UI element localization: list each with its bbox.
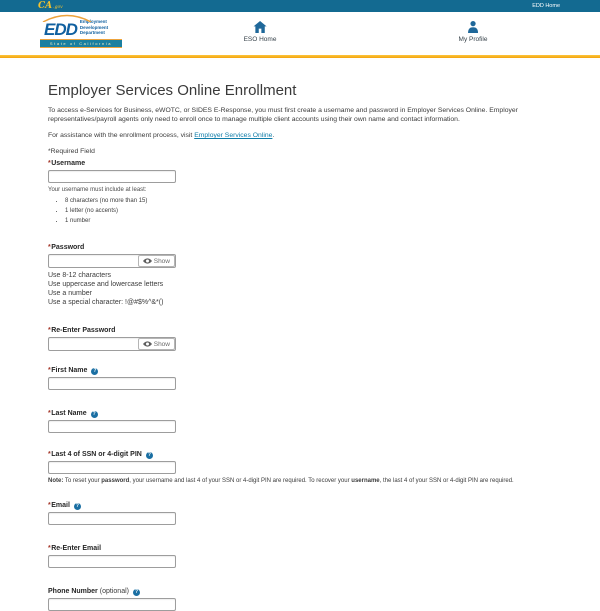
password-hint: Use uppercase and lowercase letters <box>48 281 164 288</box>
email-help-icon[interactable]: ? <box>75 502 79 509</box>
phone-help-icon[interactable]: ? <box>134 588 139 595</box>
last-name-group <box>48 410 560 433</box>
ssn-pin-input[interactable] <box>48 461 176 474</box>
password-show-label: Show <box>153 257 170 265</box>
person-icon <box>468 21 479 33</box>
last-name-label: * Last Name ? <box>48 410 96 417</box>
password-show-button[interactable] <box>138 255 175 267</box>
email-input[interactable] <box>48 512 176 525</box>
reenter-password-input-wrap <box>48 337 176 351</box>
required-asterisk: * <box>48 244 51 251</box>
reenter-password-group <box>48 327 560 351</box>
required-asterisk: * <box>48 410 51 417</box>
ssn-pin-note: Note: To reset your password, your username and last 4 of your SSN or 4-digit PIN are required. To recover your username, the last 4 of your SSN or 4-digit PIN are required. <box>48 478 514 484</box>
password-group <box>48 244 560 307</box>
required-asterisk: * <box>48 502 51 509</box>
ca-gov-logo-suffix: .gov <box>53 5 63 10</box>
ssn-pin-help-icon[interactable]: ? <box>147 451 151 458</box>
required-field-note: *Required Field <box>48 148 95 155</box>
username-rules-list <box>65 196 560 226</box>
main-content <box>0 83 600 611</box>
site-header <box>0 12 600 55</box>
edd-logo-acronym: EDD <box>44 19 77 39</box>
phone-label: Phone Number (optional) ? <box>48 588 139 595</box>
username-group <box>48 160 560 226</box>
email-label: * Email ? <box>48 502 79 509</box>
reenter-email-group <box>48 545 560 568</box>
ssn-pin-group <box>48 451 560 484</box>
username-helper-text: Your username must include at least: <box>48 187 147 193</box>
first-name-help-icon[interactable]: ? <box>93 367 97 374</box>
required-asterisk: * <box>48 160 51 167</box>
password-label: * Password <box>48 244 85 251</box>
username-input[interactable] <box>48 170 176 183</box>
ssn-pin-label: * Last 4 of SSN or 4-digit PIN ? <box>48 451 151 458</box>
reenter-email-input[interactable] <box>48 555 176 568</box>
edd-logo[interactable] <box>40 15 122 48</box>
password-input-wrap <box>48 254 176 268</box>
edd-logo-department-lines: Employment Development Department <box>79 19 109 35</box>
ca-gov-logo[interactable] <box>38 0 63 12</box>
top-utility-bar <box>0 0 600 12</box>
required-asterisk: * <box>48 327 51 334</box>
required-asterisk: * <box>48 451 51 458</box>
reenter-password-show-button[interactable] <box>138 338 175 350</box>
intro-paragraph: To access e-Services for Business, eWOTC, or SIDES E-Response, you must first create a username and password in Employer Services Online. Employer representatives/payroll agents only need to enroll once to manage multiple client accounts using their own name and contact information. <box>48 107 518 123</box>
username-label: * Username <box>48 160 86 167</box>
eye-icon <box>143 341 152 347</box>
nav-my-profile[interactable] <box>459 21 488 43</box>
reenter-email-label: * Re-Enter Email <box>48 545 102 552</box>
edd-logo-tagline: State of California <box>40 39 122 49</box>
edd-logo-swoosh <box>42 14 92 22</box>
last-name-input[interactable] <box>48 420 176 433</box>
assistance-text: For assistance with the enrollment process, visit <box>48 132 195 139</box>
password-hint: Use a number <box>48 290 92 297</box>
reenter-password-show-label: Show <box>153 340 170 348</box>
password-hints <box>48 271 560 307</box>
username-rule: • 8 characters (no more than 15) <box>65 196 560 206</box>
last-name-help-icon[interactable]: ? <box>92 410 96 417</box>
phone-optional-suffix: (optional) <box>99 588 129 595</box>
employer-services-online-link[interactable]: Employer Services Online <box>194 132 273 139</box>
password-hint: Use 8-12 characters <box>48 272 112 279</box>
page-title: Employer Services Online Enrollment <box>48 82 297 99</box>
required-asterisk: * <box>48 367 51 374</box>
username-rule: • 1 letter (no accents) <box>65 206 560 216</box>
password-hint: Use a special character: !@#$%^&*() <box>48 299 164 306</box>
ca-gov-logo-text: CA <box>38 1 53 11</box>
nav-eso-home[interactable] <box>244 21 277 43</box>
gold-divider <box>0 55 600 58</box>
nav-my-profile-label: My Profile <box>458 36 488 43</box>
assistance-paragraph <box>48 132 560 139</box>
first-name-label: * First Name ? <box>48 367 97 374</box>
reenter-password-label: * Re-Enter Password <box>48 327 116 334</box>
nav-eso-home-label: ESO Home <box>243 36 277 43</box>
edd-home-link[interactable]: EDD Home <box>532 3 560 9</box>
assistance-text-suffix: . <box>272 132 275 139</box>
eye-icon <box>143 258 152 264</box>
first-name-group <box>48 367 560 390</box>
home-icon <box>254 21 267 33</box>
email-group <box>48 502 560 525</box>
first-name-input[interactable] <box>48 377 176 390</box>
required-asterisk: * <box>48 545 51 552</box>
username-rule: • 1 number <box>65 216 560 226</box>
